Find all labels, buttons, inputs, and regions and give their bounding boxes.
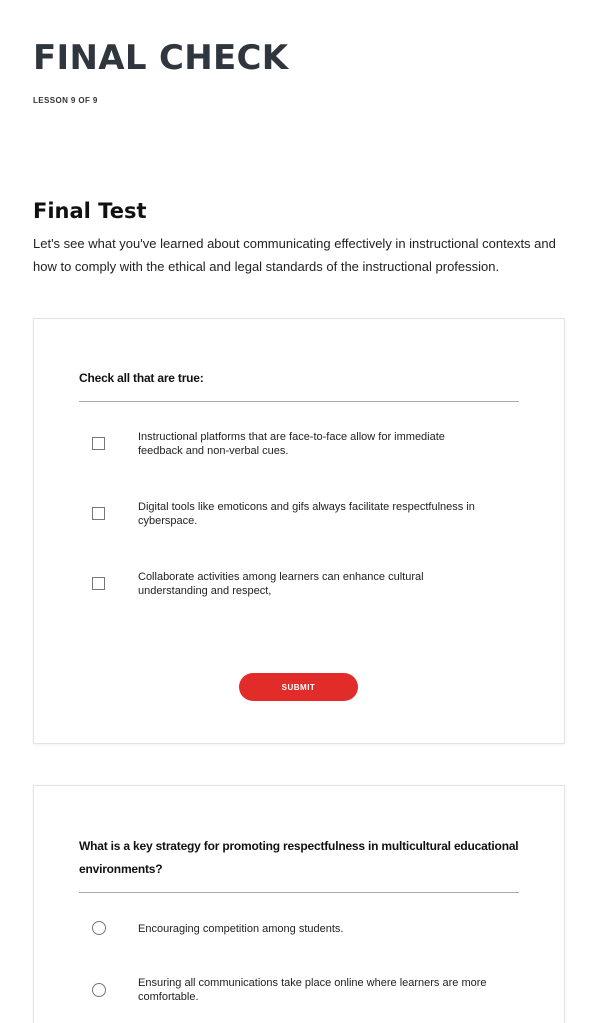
question-card-1: [33, 318, 565, 744]
option-label: Digital tools like emoticons and gifs always facilitate respectfulness in cyberspace.: [138, 501, 475, 527]
checkbox-option-2[interactable]: [79, 501, 519, 547]
radio-option-1[interactable]: [79, 921, 519, 961]
checkbox[interactable]: [92, 507, 105, 520]
question-prompt: What is a key strategy for promoting respectfulness in multicultural educational environments?: [79, 839, 519, 876]
section-description: Let's see what you've learned about communicating effectively in instructional contexts and how to comply with the ethical and legal standards of the instructional profession.: [33, 236, 556, 274]
question-card-2: [33, 785, 565, 1023]
option-label: Collaborate activities among learners can enhance cultural understanding and respect,: [138, 571, 424, 597]
checkbox-option-1[interactable]: [79, 431, 519, 477]
option-label: Instructional platforms that are face-to-face allow for immediate feedback and non-verbal cues.: [138, 431, 445, 457]
option-label: Ensuring all communications take place online where learners are more comfortable.: [138, 977, 487, 1003]
lesson-progress-label: LESSON 9 OF 9: [33, 96, 98, 105]
checkbox[interactable]: [92, 577, 105, 590]
radio-button[interactable]: [92, 983, 106, 997]
question-divider: [79, 401, 519, 402]
question-prompt: Check all that are true:: [79, 371, 204, 385]
checkbox-option-3[interactable]: [79, 571, 519, 617]
checkbox[interactable]: [92, 437, 105, 450]
radio-option-2[interactable]: [79, 977, 519, 1023]
question-divider: [79, 892, 519, 893]
option-label: Encouraging competition among students.: [138, 923, 344, 935]
section-title: Final Test: [33, 199, 147, 223]
submit-button[interactable]: SUBMIT: [239, 673, 358, 701]
radio-button[interactable]: [92, 921, 106, 935]
page-title: FINAL CHECK: [33, 38, 289, 78]
